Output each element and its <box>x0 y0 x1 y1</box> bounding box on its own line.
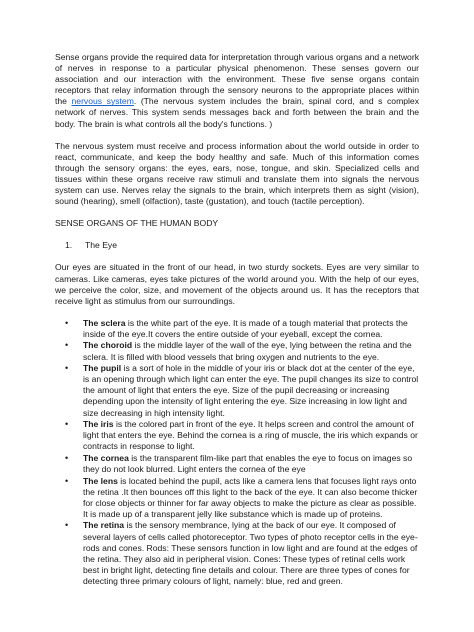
intro-text-end: . (The nervous system includes the brain, spinal cord, and s complex network of nerves. This system sends messages back and forth between the brain and the body. The brain is what controls all the body's functions. ) <box>55 96 420 129</box>
bullet-icon: • <box>65 475 69 486</box>
part-term: The retina <box>83 520 125 531</box>
numbered-item-eye <box>55 240 419 251</box>
list-item-cornea <box>55 453 419 475</box>
bullet-icon: • <box>65 520 69 531</box>
part-description: is the transparent film-like part that enables the eye to focus on images so they do not look blurred. Light enters the cornea of the eye <box>83 452 413 474</box>
section-heading: SENSE ORGANS OF THE HUMAN BODY <box>55 218 219 229</box>
list-item-lens <box>55 476 419 520</box>
bullet-icon: • <box>65 317 69 328</box>
part-description: is the white part of the eye. It is made of a tough material that protects the inside of the eye.It covers the entire outside of your eyeball, except the cornea. <box>83 317 408 339</box>
bullet-icon: • <box>65 340 69 351</box>
list-item-pupil <box>55 363 419 418</box>
part-term: The cornea <box>83 452 129 463</box>
list-item-iris <box>55 419 419 452</box>
item-label: The Eye <box>85 240 118 251</box>
part-term: The sclera <box>83 317 126 328</box>
intro-text-start: Sense organs provide the required data for interpretation through various organs and a network of nerves in response to a particular physical phenomenon. These senses govern our association and our interaction with the environment. These five sense organs contain receptors that relay information through the sensory neurons to the appropriate places within the <box>55 52 419 107</box>
list-item-sclera <box>55 318 419 340</box>
list-item-retina <box>55 520 419 587</box>
part-description: is a sort of hole in the middle of your iris or black dot at the center of the eye, is an opening through which light can enter the eye. The pupil changes its size to control the amount of light that enters the eye. Size of the pupil decreasing or increasing depending upon the intensity of light entering the eye. Size increasing in low light and size decreasing in high intensity light. <box>83 363 419 418</box>
part-term: The iris <box>83 419 114 430</box>
part-description: is the sensory membrance, lying at the back of our eye. It composed of several layers of cells called photoreceptor. Two types of photo receptor cells in the eye- rods and cones. Rods: These sensors function in low light and are found at the edges of the retina. They also aid in peripheral vision. Cones: These types of retinal cells work best in bright light, detecting fine details and colour. There are three types of cones for detecting three primary colours of light, namely: blue, red and green. <box>83 520 418 586</box>
bullet-icon: • <box>65 363 69 374</box>
part-term: The pupil <box>83 363 122 374</box>
part-description: is the colored part in front of the eye. It helps screen and control the amount of light that enters the eye. Behind the cornea is a ring of muscle, the iris which expands or contracts in response to light. <box>83 419 418 452</box>
part-description: is the middle layer of the wall of the eye, lying between the retina and the sclera. It is filled with blood vessels that bring oxygen and nutrients to the eye. <box>83 340 412 362</box>
bullet-icon: • <box>65 419 69 430</box>
item-number: 1. <box>65 240 73 251</box>
eye-paragraph: Our eyes are situated in the front of our head, in two sturdy sockets. Eyes are very similar to cameras. Like cameras, eyes take pictures of the world around you. With the help of our eyes, we perceive the color, size, and movement of the objects around us. It has the receptors that receive light as stimulus from our surroundings. <box>55 262 419 306</box>
nervous-system-link[interactable]: nervous system <box>71 96 134 107</box>
nervous-system-paragraph: The nervous system must receive and process information about the world outside in order to react, communicate, and keep the body healthy and safe. Much of this information comes through the sensory organs: the eyes, ears, nose, tongue, and skin. Specialized cells and tissues within these organs receive raw stimuli and translate them into signals the nervous system can use. Nerves relay the signals to the brain, which interprets them as sight (vision), sound (hearing), smell (olfaction), taste (gustation), and touch (tactile perception). <box>55 140 419 207</box>
list-item-choroid <box>55 340 419 362</box>
eye-parts-list <box>55 318 419 587</box>
intro-paragraph <box>55 52 419 130</box>
part-term: The choroid <box>83 340 133 351</box>
part-term: The lens <box>83 475 118 486</box>
part-description: is located behind the pupil, acts like a camera lens that focuses light rays onto the retina .It then bounces off this light to the back of the eye. It can also become thicker for close objects or thinner for far away objects to make the picture as clear as possible. It is made up of a transparent jelly like substance which is made up of proteins. <box>83 475 418 519</box>
bullet-icon: • <box>65 452 69 463</box>
